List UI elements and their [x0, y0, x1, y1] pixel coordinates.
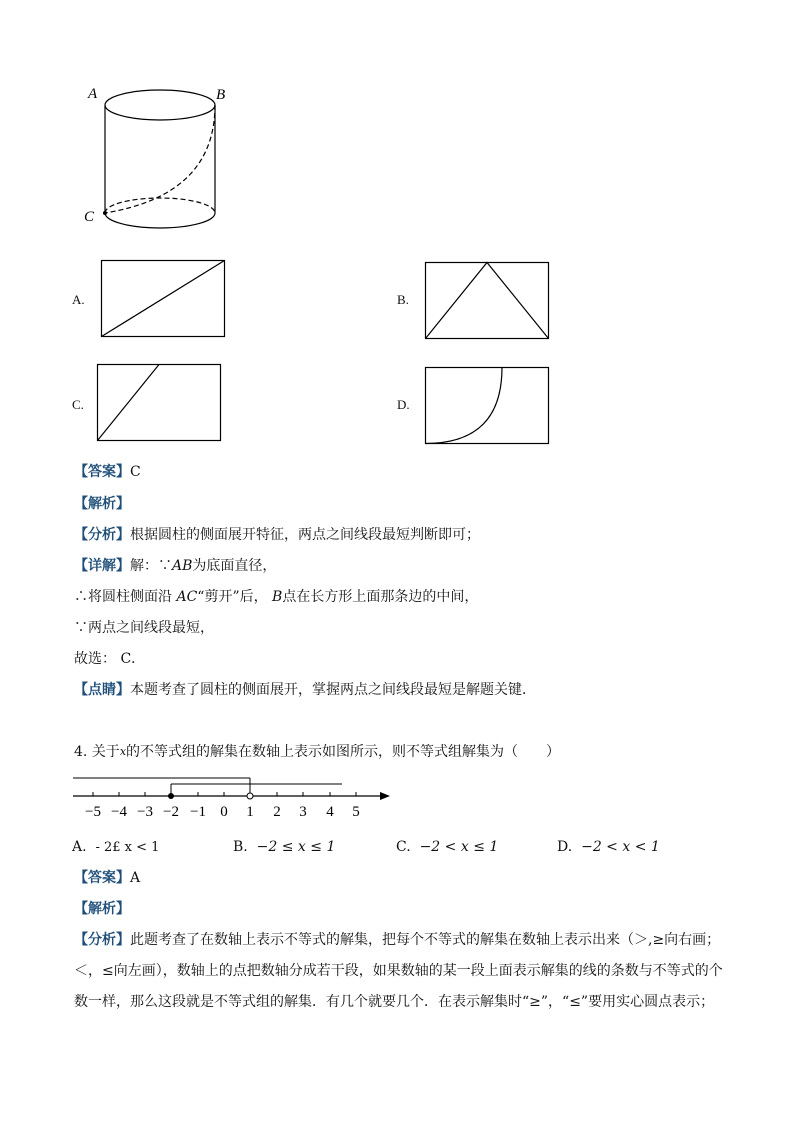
tick-label: −5 [85, 804, 101, 820]
q3-analysis-heading [74, 494, 130, 514]
analysis-tag: 【解析】 [74, 901, 130, 917]
q4-option-c: C. −2 < x ≤ 1 [396, 839, 499, 855]
tick-label: −4 [111, 804, 127, 820]
tick-label: 5 [352, 804, 360, 820]
q3-option-d-figure [424, 366, 552, 446]
label-b: B [216, 87, 226, 103]
q3-option-a-label: A. [72, 292, 85, 307]
q3-option-c-label: C. [72, 397, 84, 412]
q4-number: 4. [74, 744, 88, 760]
q4-option-a: A. - 2£ x < 1 [72, 839, 160, 855]
q3-detail-line2: ∴将圆柱侧面沿 AC“剪开”后， B点在长方形上面那条边的中间， [74, 589, 479, 605]
q4-fenxi-line3: 数一样，那么这段就是不等式组的解集．有几个就要几个．在表示解集时“≥”，“≤”要用实心圆点表示； [74, 994, 715, 1010]
q3-fenxi [74, 525, 480, 545]
tick-label: 3 [299, 804, 307, 820]
q4-option-d: D. −2 < x < 1 [557, 839, 660, 855]
q3-comment [74, 680, 536, 700]
axis-tick-labels [85, 804, 360, 820]
cylinder-bottom-back [105, 198, 215, 213]
hollow-point-at-1 [247, 793, 253, 799]
fenxi-tag: 【分析】 [74, 527, 130, 543]
cylinder-path-curve [105, 105, 215, 213]
cylinder-top-ellipse [105, 90, 215, 120]
q3-detail-line3: ∵两点之间线段最短， [74, 620, 214, 636]
tick-label: −1 [190, 804, 206, 820]
q4-option-b: B. −2 ≤ x ≤ 1 [233, 839, 336, 855]
cylinder-bottom-front [105, 213, 215, 228]
answer-value: A [130, 870, 141, 886]
comment-tag: 【点睛】 [74, 682, 130, 698]
tick-label: 0 [220, 804, 228, 820]
cylinder-figure [80, 80, 230, 240]
answer-tag: 【答案】 [74, 464, 130, 480]
q3-detail-line1: 【详解】解：∵AB为底面直径， [74, 558, 277, 574]
q4-fenxi-line2: ＜，≤向左画），数轴上的点把数轴分成若干段，如果数轴的某一段上面表示解集的线的条数与不等式的个 [74, 963, 723, 979]
q4-stem: 4. 关于$^x$的不等式组的解集在数轴上表示如图所示，则不等式组解集为（ ） [74, 744, 561, 760]
tick-label: 2 [273, 804, 281, 820]
point-c [103, 211, 107, 215]
fenxi-tag: 【分析】 [74, 932, 130, 948]
solid-point-at-minus-2 [168, 793, 174, 799]
number-line [70, 772, 400, 822]
tick-label: −2 [163, 804, 179, 820]
q3-option-c-figure [96, 363, 224, 443]
q4-answer [74, 868, 140, 888]
q3-option-b-figure [424, 261, 552, 341]
label-a: A [88, 86, 98, 102]
tick-label: 4 [326, 804, 334, 820]
q3-option-d-label: D. [397, 397, 410, 412]
q3-detail-line4: 故选： C． [74, 651, 146, 667]
comment-text: 本题考查了圆柱的侧面展开，掌握两点之间线段最短是解题关键． [130, 682, 536, 698]
tick-label: −3 [137, 804, 153, 820]
q3-option-b-label: B. [397, 292, 409, 307]
label-c: C [84, 209, 95, 225]
answer-tag: 【答案】 [74, 870, 130, 886]
q3-answer [74, 462, 141, 482]
answer-value: C [130, 464, 141, 480]
axis-arrow-icon [380, 792, 390, 800]
q4-fenxi-line1: 【分析】此题考查了在数轴上表示不等式的解集，把每个不等式的解集在数轴上表示出来（＞,≥向右画； [74, 932, 721, 948]
fenxi-text: 根据圆柱的侧面展开特征，两点之间线段最短判断即可； [130, 527, 480, 543]
tick-label: 1 [246, 804, 254, 820]
detail-tag: 【详解】 [74, 558, 130, 574]
q3-option-a-figure [100, 259, 228, 339]
analysis-tag: 【解析】 [74, 496, 130, 512]
q4-analysis-heading [74, 899, 130, 919]
